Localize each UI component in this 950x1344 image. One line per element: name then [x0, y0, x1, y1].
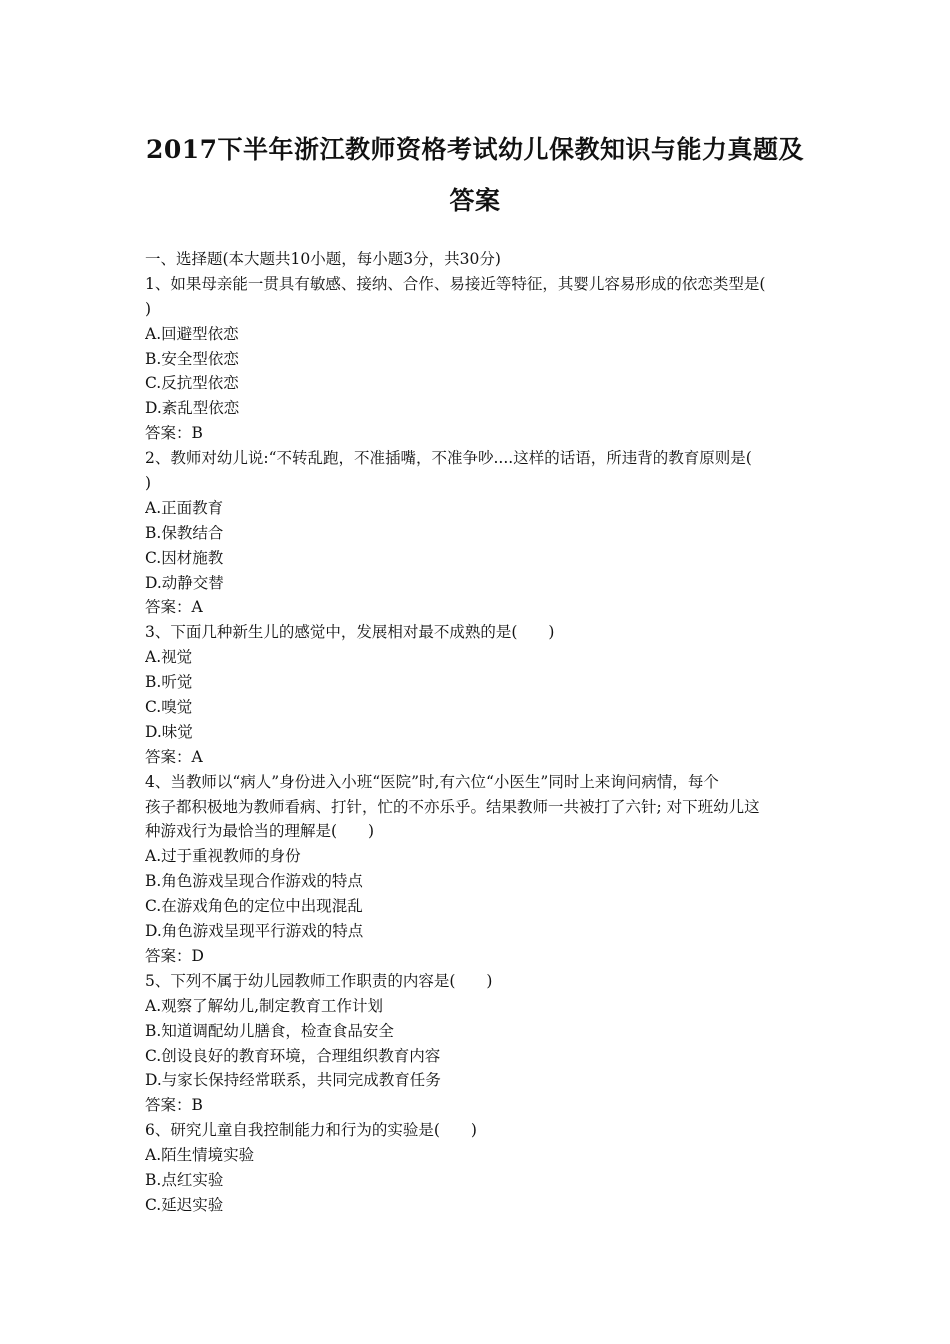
- document-title-line-1: 2017下半年浙江教师资格考试幼儿保教知识与能力真题及: [145, 135, 805, 164]
- text-line: ): [145, 474, 152, 493]
- text-line: A.正面教育: [145, 498, 224, 517]
- text-line: 答案：A: [145, 598, 203, 617]
- text-line: D.角色游戏呈现平行游戏的特点: [145, 922, 364, 941]
- text-line: 一、选择题(本大题共10小题，每小题3分，共30分): [145, 250, 501, 268]
- text-line: B.角色游戏呈现合作游戏的特点: [145, 872, 363, 891]
- text-line: 种游戏行为最恰当的理解是( ): [145, 822, 375, 841]
- text-line: 5、下列不属于幼儿园教师工作职责的内容是( ): [145, 971, 493, 990]
- text-line: A.陌生情境实验: [145, 1146, 255, 1165]
- text-line: 答案：B: [145, 1096, 203, 1115]
- document-body: [145, 247, 815, 1218]
- text-line: C.创设良好的教育环境，合理组织教育内容: [145, 1046, 441, 1065]
- text-line: 答案：D: [145, 946, 204, 965]
- document-title-line-2: 答案: [449, 186, 501, 215]
- text-line: B.知道调配幼儿膳食，检查食品安全: [145, 1021, 394, 1040]
- text-line: B.听觉: [145, 673, 193, 692]
- text-line: 6、研究儿童自我控制能力和行为的实验是( ): [145, 1121, 477, 1140]
- text-line: 孩子都积极地为教师看病、打针，忙的不亦乐乎。结果教师一共被打了六针; 对下班幼儿这: [145, 797, 760, 816]
- text-line: C.嗅觉: [145, 698, 193, 717]
- text-line: D.紊乱型依恋: [145, 399, 240, 418]
- text-line: 1、如果母亲能一贯具有敏感、接纳、合作、易接近等特征，其婴儿容易形成的依恋类型是(: [145, 274, 766, 293]
- text-line: A.回避型依恋: [145, 324, 239, 343]
- text-line: 3、下面几种新生儿的感觉中，发展相对最不成熟的是( ): [145, 623, 555, 642]
- text-line: A.过于重视教师的身份: [145, 847, 301, 866]
- text-line: B.点红实验: [145, 1170, 224, 1189]
- text-line: C.延迟实验: [145, 1195, 224, 1214]
- text-line: 答案：A: [145, 747, 203, 766]
- text-line: D.动静交替: [145, 573, 224, 592]
- text-line: A.视觉: [145, 648, 193, 667]
- text-line: 答案：B: [145, 424, 203, 443]
- text-line: C.在游戏角色的定位中出现混乱: [145, 897, 363, 916]
- text-line: 4、当教师以“病人”身份进入小班“医院”时,有六位“小医生”同时上来询问病情，每个: [145, 772, 719, 791]
- text-line: D.味觉: [145, 722, 193, 741]
- text-line: C.因材施教: [145, 548, 224, 567]
- text-line: D.与家长保持经常联系，共同完成教育任务: [145, 1071, 441, 1090]
- text-line: C.反抗型依恋: [145, 374, 239, 393]
- text-line: ): [145, 299, 152, 318]
- text-line: B.安全型依恋: [145, 349, 239, 368]
- text-line: 2、教师对幼儿说:“不转乱跑，不准插嘴，不准争吵....这样的话语，所违背的教育原则是(: [145, 449, 752, 468]
- text-line: A.观察了解幼儿,制定教育工作计划: [145, 996, 384, 1015]
- text-line: B.保教结合: [145, 523, 224, 542]
